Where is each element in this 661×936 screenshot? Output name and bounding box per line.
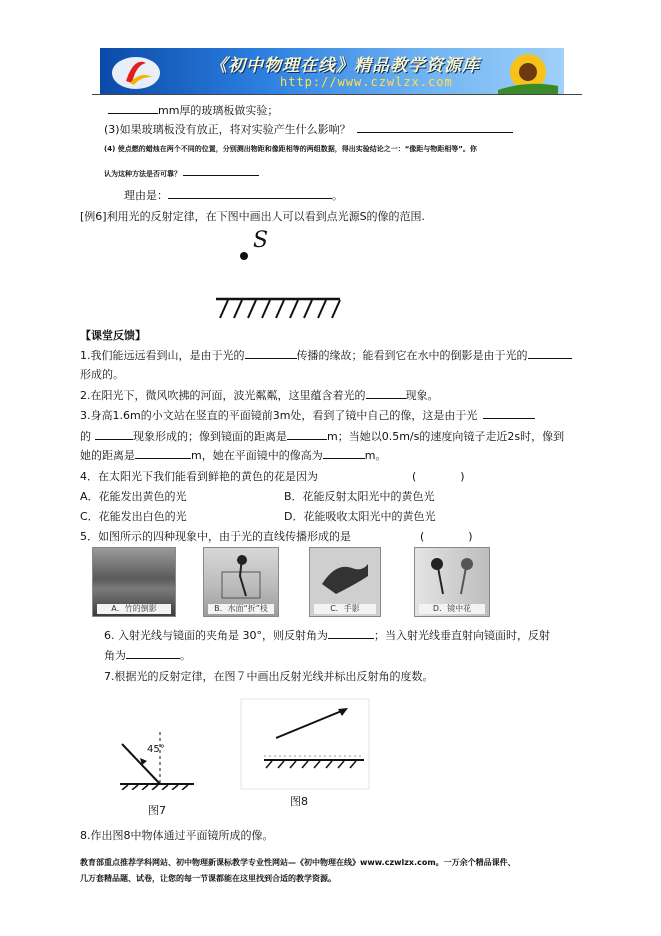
photo-bamboo-reflection: A．竹的倒影 [92,547,176,617]
mirror-diagram [212,296,342,322]
figure-7-caption: 图7 [148,804,166,817]
text-line: (4) 使点燃的蜡烛在两个不同的位置，分别测出物距和像距相等的两组数据，得出实验结论之一：“像距与物距相等”。你 [104,145,477,153]
header-divider [92,94,582,95]
footer-line: 教育部重点推荐学科网站、初中物理新课标教学专业性网站—《初中物理在线》www.czwlzx.com。一万余个精品课件、 [80,858,516,867]
question-5: 5．如图所示的四种现象中，由于光的直线传播形成的是 [80,530,351,543]
photo-mirror-flower: D．镜中花 [414,547,490,617]
logo-icon [106,51,166,91]
question-3: 3.身高1.6m的小文站在竖直的平面镜前3m处，看到了镜中自己的像，这是由于光 [80,407,535,423]
answer-paren: ( ) [420,530,473,543]
photo-bent-stem: B．水面“折”枝 [203,547,279,617]
text-line: 理由是： 。 [124,189,343,202]
figure-8-diagram [240,698,370,790]
site-title: 《初中物理在线》精品教学资源库 [210,56,480,76]
header-banner [100,48,564,94]
sunflower-icon [498,50,558,94]
option-a: A．花能发出黄色的光 [80,490,187,503]
answer-paren: ( ) [412,470,465,483]
light-source-dot [240,252,248,260]
option-d: D．花能吸收太阳光中的黄色光 [284,510,436,523]
text-line: (3)如果玻璃板没有放正，将对实验产生什么影响？ [104,121,513,137]
option-b: B．花能反射太阳光中的黄色光 [284,490,435,503]
question-1: 1.我们能远远看到山，是由于光的 传播的缘故；能看到它在水中的倒影是由于光的 [80,347,572,363]
source-label: S [253,228,269,253]
question-3-cont: 的 现象形成的；像到镜面的距离是 m；当她以0.5m/s的速度向镜子走近2s时，像到 [80,430,565,443]
text-line: 认为这种方法是否可靠？ [104,164,259,179]
text-line: mm厚的玻璃板做实验； [108,102,278,118]
question-3-cont: 她的距离是 m，她在平面镜中的像高为 m。 [80,449,387,462]
figure-8-caption: 图8 [290,795,308,808]
question-8: 8.作出图8中物体通过平面镜所成的像。 [80,829,274,842]
figure-7-diagram [116,728,196,790]
site-url[interactable]: http://www.czwlzx.com [280,75,453,89]
photo-hand-shadow: C．手影 [309,547,381,617]
example-6: [例6]利用光的反射定律，在下图中画出人可以看到点光源S的像的范围. [80,210,426,223]
option-c: C．花能发出白色的光 [80,510,187,523]
question-6-cont: 角为 。 [104,649,191,662]
question-6: 6. 入射光线与镜面的夹角是 30°，则反射角为 ；当入射光线垂直射向镜面时，反射 [104,629,550,642]
question-7: 7.根据光的反射定律，在图７中画出反射光线并标出反射角的度数。 [104,670,434,683]
section-heading: 【课堂反馈】 [80,329,146,342]
question-1-cont: 形成的。 [80,368,124,381]
footer-line: 几万套精品题、试卷，让您的每一节课都能在这里找到合适的教学资源。 [80,874,336,883]
question-2: 2.在阳光下，微风吹拂的河面，波光粼粼，这里蕴含着光的 现象。 [80,389,439,402]
angle-label: 45° [147,744,165,755]
question-4: 4．在太阳光下我们能看到鲜艳的黄色的花是因为 [80,470,318,483]
